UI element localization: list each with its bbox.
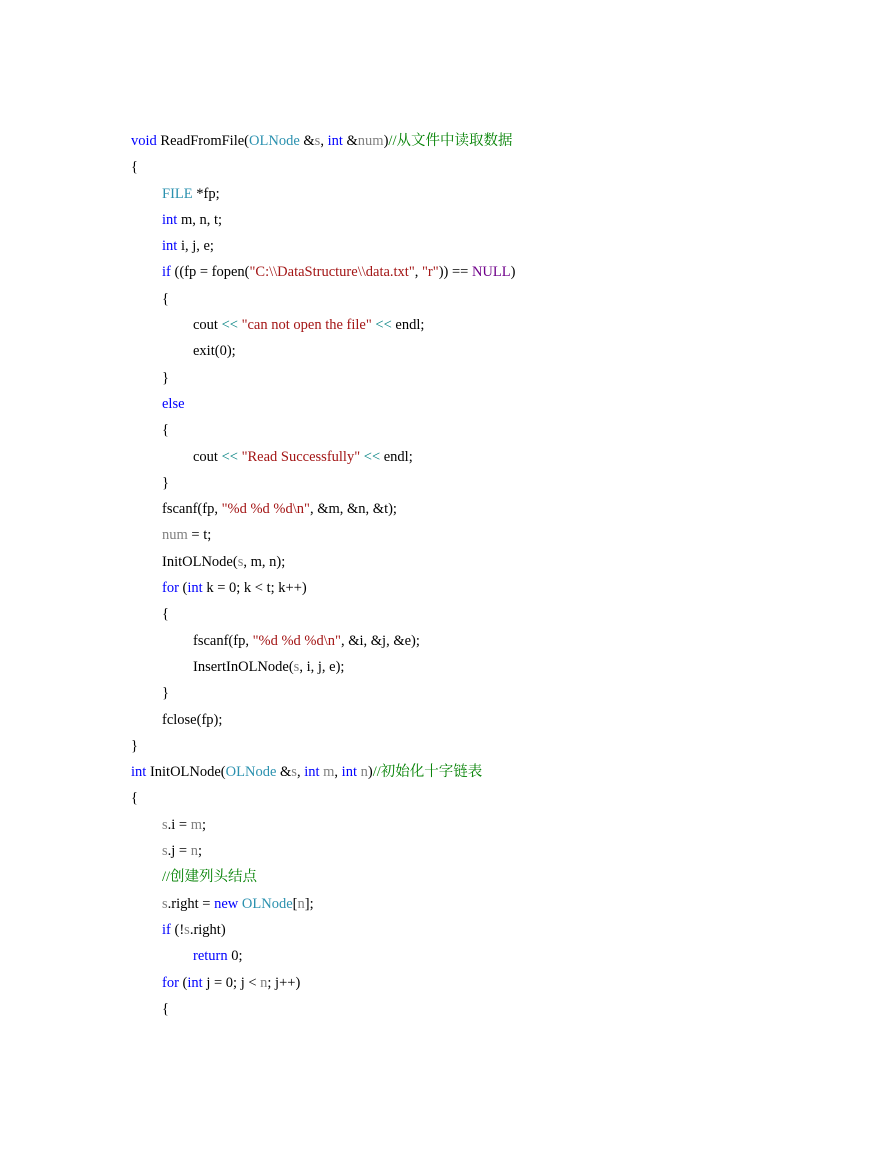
code-line — [131, 812, 515, 838]
code-token-str: "Read Successfully" — [241, 448, 361, 465]
code-token-plain: { — [162, 422, 169, 439]
code-token-kw: int — [187, 580, 203, 597]
code-token-cmt: //初始化十字链表 — [372, 764, 483, 781]
code-token-op: << — [375, 317, 392, 334]
code-line — [131, 365, 515, 391]
code-token-str: "%d %d %d\n" — [221, 501, 310, 518]
code-token-param: n — [297, 895, 305, 912]
code-token-plain: { — [131, 790, 138, 807]
code-token-plain: } — [162, 685, 169, 702]
code-line — [131, 128, 515, 154]
code-token-plain: endl; — [380, 448, 413, 465]
code-line — [131, 759, 515, 785]
code-token-plain: { — [162, 290, 169, 307]
code-line — [131, 943, 515, 969]
code-line — [131, 233, 515, 259]
code-line — [131, 680, 515, 706]
code-token-plain: exit(0); — [193, 343, 236, 360]
code-token-str: "can not open the file" — [241, 317, 372, 334]
code-line — [131, 654, 515, 680]
code-token-plain: m, n, t; — [177, 211, 223, 228]
code-token-plain: , &i, &j, &e); — [340, 632, 420, 649]
code-token-plain: { — [131, 159, 138, 176]
code-token-plain: { — [162, 1000, 169, 1017]
code-token-param: n — [360, 764, 368, 781]
code-token-kw: int — [162, 238, 178, 255]
code-token-plain: = t; — [187, 527, 212, 544]
code-token-param: num — [162, 527, 188, 544]
code-token-plain: cout — [193, 317, 222, 334]
code-line — [131, 996, 515, 1022]
code-token-param: num — [357, 133, 384, 149]
code-line — [131, 733, 515, 759]
code-token-plain: ( — [178, 974, 188, 991]
code-token-plain: { — [162, 606, 169, 623]
code-token-param: s — [162, 895, 168, 912]
code-token-plain: , — [414, 264, 423, 281]
code-line — [131, 312, 515, 338]
code-token-plain: .right = — [167, 895, 215, 912]
code-token-op: << — [363, 448, 381, 465]
code-line — [131, 338, 515, 364]
code-token-kw: new — [214, 895, 239, 912]
code-token-kw: int — [341, 764, 357, 781]
code-token-param: m — [190, 816, 203, 833]
code-token-plain: ) — [367, 764, 373, 781]
code-line — [131, 286, 515, 312]
code-token-kw: return — [193, 948, 228, 965]
code-token-plain: ]; — [304, 895, 314, 912]
code-line — [131, 917, 515, 943]
code-token-str: "%d %d %d\n" — [252, 632, 341, 649]
code-token-param: s — [162, 843, 168, 860]
code-token-op: << — [221, 448, 238, 465]
code-token-plain: .right) — [189, 921, 226, 938]
code-line — [131, 575, 515, 601]
code-token-macro: NULL — [471, 264, 511, 281]
code-line — [131, 207, 515, 233]
code-token-plain: [ — [292, 895, 298, 912]
code-token-plain: & — [342, 133, 358, 149]
code-token-plain: , i, j, e); — [299, 658, 345, 675]
code-token-plain: *fp; — [192, 185, 220, 202]
code-line — [131, 154, 515, 180]
code-token-type: FILE — [162, 185, 193, 202]
code-token-plain: } — [131, 737, 138, 754]
code-token-plain: ; j++) — [267, 974, 301, 991]
code-token-plain: , m, n); — [243, 553, 286, 570]
code-token-kw: for — [162, 580, 179, 597]
code-token-param: s — [184, 921, 190, 938]
code-line — [131, 417, 515, 443]
code-line — [131, 970, 515, 996]
code-token-plain: ; — [198, 843, 203, 860]
code-token-plain: & — [276, 764, 292, 781]
code-token-plain: fclose(fp); — [162, 711, 223, 728]
code-token-plain: } — [162, 474, 169, 491]
code-token-plain: InitOLNode( — [146, 764, 226, 781]
code-token-param: s — [162, 816, 168, 833]
code-token-param: s — [237, 553, 244, 570]
code-token-type: OLNode — [241, 895, 293, 912]
code-token-plain: InitOLNode( — [162, 553, 238, 570]
code-token-plain: , — [320, 133, 328, 149]
code-token-plain: ) — [510, 264, 516, 281]
code-listing — [131, 128, 515, 1022]
code-token-kw: int — [187, 974, 203, 991]
code-token-plain: ) — [383, 133, 389, 149]
code-line — [131, 259, 515, 285]
code-line — [131, 891, 515, 917]
code-token-plain: ( — [178, 580, 188, 597]
code-token-kw: else — [162, 395, 185, 412]
code-line — [131, 707, 515, 733]
code-token-plain: ((fp = fopen( — [170, 264, 250, 281]
code-token-kw: int — [327, 133, 343, 149]
code-token-plain: , — [296, 764, 305, 781]
code-token-param: n — [260, 974, 268, 991]
code-token-param: n — [190, 843, 198, 860]
code-token-kw: int — [304, 764, 320, 781]
code-token-kw: int — [131, 764, 147, 781]
code-token-plain: endl; — [391, 317, 425, 334]
code-token-str: "r" — [422, 264, 439, 281]
code-line — [131, 522, 515, 548]
code-token-plain: (! — [170, 921, 185, 938]
code-token-plain: j = 0; j < — [202, 974, 261, 991]
code-line — [131, 549, 515, 575]
code-token-param: s — [291, 764, 297, 781]
code-line — [131, 785, 515, 811]
code-line — [131, 628, 515, 654]
code-token-plain: .i = — [167, 816, 191, 833]
code-token-plain: , &m, &n, &t); — [309, 501, 397, 518]
code-token-kw: if — [162, 921, 171, 938]
code-token-plain: )) == — [438, 264, 472, 281]
code-token-kw: void — [131, 133, 157, 149]
code-token-plain: fscanf(fp, — [193, 632, 253, 649]
code-token-op: << — [221, 317, 238, 334]
code-token-plain: fscanf(fp, — [162, 501, 222, 518]
code-token-plain: 0; — [227, 948, 243, 965]
code-token-plain: .j = — [167, 843, 191, 860]
code-line — [131, 181, 515, 207]
code-token-plain: i, j, e; — [177, 238, 214, 255]
code-line — [131, 470, 515, 496]
code-token-param: s — [293, 658, 300, 675]
code-token-plain: cout — [193, 448, 222, 465]
code-token-plain: k = 0; k < t; k++) — [202, 580, 307, 597]
code-token-param: s — [314, 133, 321, 149]
code-token-plain: ; — [202, 816, 207, 833]
code-token-plain: & — [299, 133, 315, 149]
code-token-type: OLNode — [225, 764, 277, 781]
code-line — [131, 444, 515, 470]
code-line — [131, 391, 515, 417]
code-token-param: m — [323, 764, 335, 781]
code-token-kw: if — [162, 264, 171, 281]
code-token-cmt: //创建列头结点 — [162, 869, 258, 886]
code-token-plain: ReadFromFile( — [156, 133, 250, 149]
code-token-plain: , — [334, 764, 342, 781]
code-line — [131, 601, 515, 627]
code-token-cmt: //从文件中读取数据 — [388, 133, 513, 149]
code-line — [131, 864, 515, 890]
code-line — [131, 838, 515, 864]
code-token-str: "C:\\DataStructure\\data.txt" — [249, 264, 415, 281]
code-token-plain: } — [162, 369, 169, 386]
code-line — [131, 496, 515, 522]
code-token-plain: InsertInOLNode( — [193, 658, 294, 675]
code-token-kw: for — [162, 974, 179, 991]
code-token-type: OLNode — [249, 133, 300, 149]
code-token-kw: int — [162, 211, 178, 228]
